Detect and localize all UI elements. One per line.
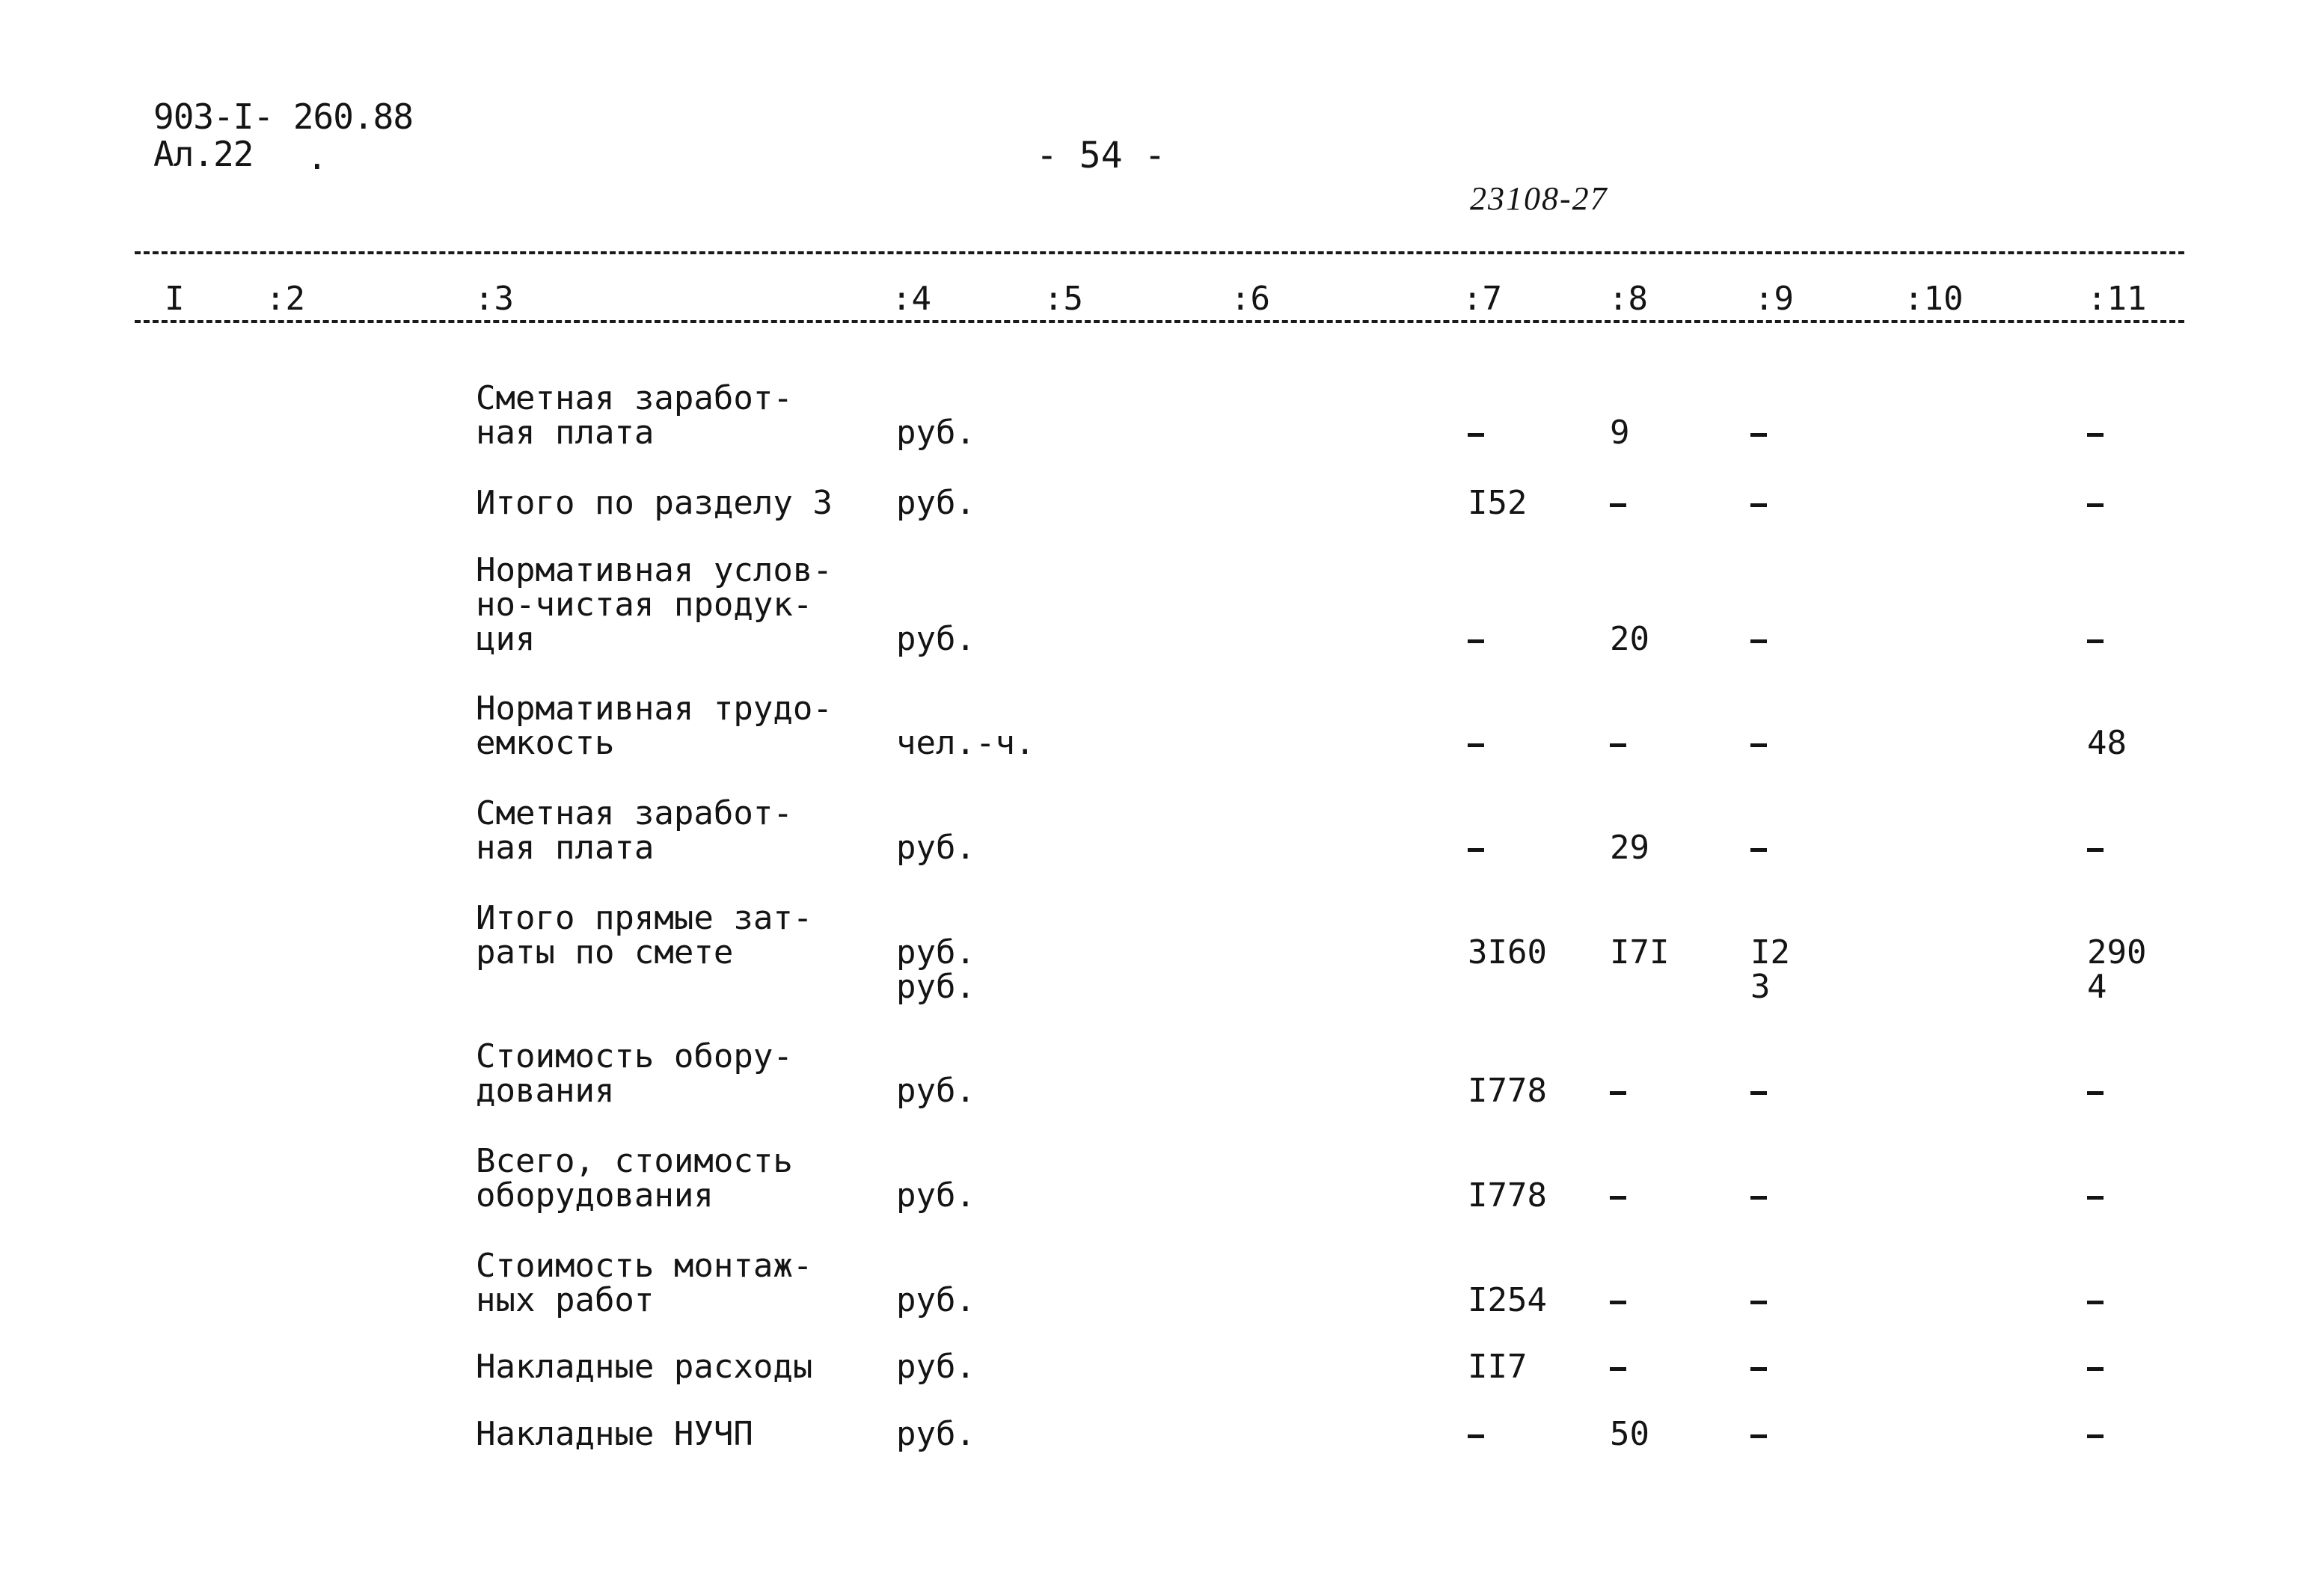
col-11-value [2087, 831, 2104, 865]
sheet-dot: . [307, 137, 327, 177]
row-unit-line: руб. [896, 968, 975, 1006]
col-9-number: :9 [1754, 280, 1794, 318]
col-7-value [1468, 1074, 1547, 1108]
col-7-value [1468, 726, 1484, 761]
dash-mark [1610, 503, 1626, 507]
col-8-value-line [1610, 726, 1626, 761]
col-11-value-line [2087, 622, 2104, 657]
row-unit-line: руб. [896, 620, 975, 658]
dash-mark [1750, 1434, 1767, 1438]
col-9-value [1750, 622, 1767, 657]
dash-mark [1610, 1091, 1626, 1095]
col-11-value [2087, 622, 2104, 657]
row-label-line: Нормативная услов- [476, 551, 833, 589]
col-8-value-line [1610, 486, 1626, 521]
col-1-number: I [165, 280, 185, 318]
row-label-line: Итого прямые зат- [476, 899, 813, 937]
col-11-value [2087, 726, 2127, 761]
col-8-value [1610, 1350, 1626, 1384]
col-9-value [1750, 1417, 1767, 1452]
row-label-line: ная плата [476, 829, 655, 867]
col-9-value-line [1750, 486, 1767, 521]
row-label [476, 381, 793, 450]
col-9-value-line [1750, 1417, 1767, 1452]
col-11-value-line [2087, 831, 2104, 865]
col-11-value-line: 4 [2087, 968, 2107, 1006]
col-8-value-line: I7I [1610, 933, 1670, 972]
col-9-value-line: 3 [1750, 968, 1771, 1006]
col-8-value-line [1610, 1179, 1626, 1213]
row-unit [896, 1283, 975, 1318]
col-7-value-line [1468, 416, 1484, 450]
col-11-value [2087, 1350, 2104, 1384]
row-unit-line: руб. [896, 1348, 975, 1386]
col-7-value-line [1468, 831, 1484, 865]
col-11-value-line [2087, 416, 2104, 450]
col-4-number: :4 [892, 280, 931, 318]
row-label-line: Всего, стоимость [476, 1142, 793, 1180]
col-9-value [1750, 416, 1767, 450]
row-label-line: ных работ [476, 1281, 655, 1319]
dash-mark [1610, 1367, 1626, 1371]
bottom-dashed-rule [135, 320, 2184, 323]
col-8-value [1610, 933, 1670, 972]
row-label-line: но-чистая продук- [476, 586, 813, 624]
row-unit [896, 1074, 975, 1108]
row-unit [896, 486, 975, 521]
row-unit-line: руб. [896, 829, 975, 867]
dash-mark [1750, 503, 1767, 507]
dash-mark [2087, 639, 2104, 643]
dash-mark [1750, 743, 1767, 747]
col-9-value-line [1750, 622, 1767, 657]
col-8-value-line [1610, 1350, 1626, 1384]
col-9-value-line [1750, 726, 1767, 761]
row-unit-line: чел.-ч. [896, 724, 1035, 762]
document-code: 903-I- 260.88 [153, 96, 414, 137]
col-11-value [2087, 486, 2104, 521]
col-11-value-line: 290 [2087, 933, 2147, 972]
row-label [476, 1144, 793, 1213]
col-8-value-line [1610, 1283, 1626, 1318]
col-8-value [1610, 1074, 1626, 1108]
dash-mark [1750, 639, 1767, 643]
col-11-value [2087, 1179, 2104, 1213]
col-9-value [1750, 726, 1767, 761]
row-unit [896, 831, 975, 865]
row-label-line: Сметная заработ- [476, 379, 793, 417]
row-label [476, 1037, 793, 1110]
col-7-value-line [1468, 726, 1484, 761]
col-9-value [1750, 486, 1767, 521]
sheet-number: Ал.22 [153, 134, 254, 174]
dash-mark [1468, 433, 1484, 437]
col-11-value-line [2087, 1074, 2104, 1108]
dash-mark [1750, 1301, 1767, 1304]
col-7-value [1468, 1283, 1547, 1318]
row-label-line: Накладные расходы [476, 1348, 813, 1386]
page-number: - 54 - [1036, 135, 1166, 177]
col-9-value [1750, 831, 1767, 865]
col-9-value-line [1750, 1074, 1767, 1108]
top-dashed-rule [135, 251, 2184, 254]
row-label [476, 692, 833, 761]
col-7-value [1468, 1350, 1527, 1384]
row-label-line: Сметная заработ- [476, 794, 793, 832]
col-8-value [1610, 486, 1626, 521]
row-label-line: ная плата [476, 414, 655, 452]
col-11-value [2087, 416, 2104, 450]
col-11-value-line [2087, 1179, 2104, 1213]
col-11-value-line [2087, 486, 2104, 521]
dash-mark [2087, 1196, 2104, 1200]
col-11-value-line [2087, 1350, 2104, 1384]
col-8-value [1610, 416, 1630, 450]
row-unit-line: руб. [896, 414, 975, 452]
row-label-line: ция [476, 620, 536, 658]
row-label-line: дования [476, 1072, 615, 1110]
row-unit-line: руб. [896, 933, 975, 972]
col-9-value-line [1750, 1350, 1767, 1384]
col-11-value-line [2087, 1283, 2104, 1318]
col-9-value [1750, 1283, 1767, 1318]
row-unit [896, 1417, 975, 1452]
dash-mark [1468, 743, 1484, 747]
row-unit-line: руб. [896, 1281, 975, 1319]
dash-mark [1610, 743, 1626, 747]
col-11-value [2087, 933, 2147, 1006]
dash-mark [1610, 1301, 1626, 1304]
row-unit-line: руб. [896, 1415, 975, 1453]
col-7-value-line: I778 [1468, 1176, 1547, 1215]
col-7-value-line: I254 [1468, 1281, 1547, 1319]
col-7-value-line: I52 [1468, 484, 1528, 522]
col-8-value-line: 9 [1610, 414, 1630, 452]
row-unit [896, 622, 975, 657]
row-label [476, 486, 833, 521]
col-9-value [1750, 1350, 1767, 1384]
col-8-number: :8 [1608, 280, 1648, 318]
col-9-value [1750, 933, 1790, 1006]
col-9-value-line [1750, 831, 1767, 865]
row-unit-line: руб. [896, 1176, 975, 1215]
col-8-value [1610, 1179, 1626, 1213]
row-label [476, 1350, 812, 1384]
col-10-number: :10 [1904, 280, 1964, 318]
col-9-value-line [1750, 1283, 1767, 1318]
col-8-value-line [1610, 1074, 1626, 1108]
col-11-number: :11 [2087, 280, 2147, 318]
col-7-value-line: 3I60 [1468, 933, 1547, 972]
col-7-value-line [1468, 622, 1484, 657]
row-label-line: Стоимость монтаж- [476, 1247, 813, 1285]
col-8-value [1610, 1417, 1649, 1452]
row-label [476, 553, 833, 657]
col-11-value [2087, 1074, 2104, 1108]
col-7-value [1468, 416, 1484, 450]
row-label-line: оборудования [476, 1176, 714, 1215]
dash-mark [1750, 1091, 1767, 1095]
col-9-value-line: I2 [1750, 933, 1790, 972]
col-8-value [1610, 1283, 1626, 1318]
dash-mark [2087, 1434, 2104, 1438]
row-label-line: раты по смете [476, 933, 734, 972]
col-7-value [1468, 831, 1484, 865]
row-label-line: Накладные НУЧП [476, 1415, 753, 1453]
row-label [476, 1417, 753, 1452]
archive-stamp: 23108-27 [1470, 180, 1608, 217]
dash-mark [1468, 639, 1484, 643]
col-8-value-line: 29 [1610, 829, 1649, 867]
dash-mark [1750, 848, 1767, 852]
dash-mark [2087, 503, 2104, 507]
dash-mark [1750, 1196, 1767, 1200]
col-7-value [1468, 486, 1527, 521]
col-9-value [1750, 1074, 1767, 1108]
dash-mark [1468, 1434, 1484, 1438]
col-9-value-line [1750, 1179, 1767, 1213]
col-8-value [1610, 622, 1649, 657]
col-9-value-line [1750, 416, 1767, 450]
col-7-value [1468, 622, 1484, 657]
col-7-value-line: I778 [1468, 1072, 1547, 1110]
col-11-value [2087, 1283, 2104, 1318]
dash-mark [2087, 848, 2104, 852]
col-7-value [1468, 1417, 1484, 1452]
row-unit [896, 933, 975, 1006]
col-7-value [1468, 933, 1547, 972]
row-label [476, 1249, 812, 1318]
row-label [476, 901, 812, 970]
row-unit-line: руб. [896, 484, 975, 522]
col-8-value-line: 50 [1610, 1415, 1649, 1453]
col-8-value [1610, 831, 1649, 865]
row-unit-line: руб. [896, 1072, 975, 1110]
col-6-number: :6 [1231, 280, 1270, 318]
col-7-value-line: II7 [1468, 1348, 1528, 1386]
row-label-line: Нормативная трудо- [476, 690, 833, 728]
dash-mark [2087, 433, 2104, 437]
col-11-value [2087, 1417, 2104, 1452]
row-label-line: Стоимость обору- [476, 1037, 793, 1075]
row-label-line: емкость [476, 724, 615, 762]
dash-mark [1750, 433, 1767, 437]
row-unit [896, 1350, 975, 1384]
dash-mark [2087, 1091, 2104, 1095]
col-9-value [1750, 1179, 1767, 1213]
col-5-number: :5 [1044, 280, 1083, 318]
col-11-value-line [2087, 1417, 2104, 1452]
dash-mark [1610, 1196, 1626, 1200]
col-7-value-line [1468, 1417, 1484, 1452]
col-3-number: :3 [474, 280, 514, 318]
row-unit [896, 726, 1035, 761]
row-unit [896, 416, 975, 450]
row-unit [896, 1176, 975, 1215]
col-7-number: :7 [1462, 280, 1502, 318]
dash-mark [1750, 1367, 1767, 1371]
col-8-value [1610, 726, 1626, 761]
dash-mark [1468, 848, 1484, 852]
col-11-value-line: 48 [2087, 724, 2127, 762]
col-2-number: :2 [266, 280, 305, 318]
dash-mark [2087, 1367, 2104, 1371]
dash-mark [2087, 1301, 2104, 1304]
col-8-value-line: 20 [1610, 620, 1649, 658]
col-7-value [1468, 1176, 1547, 1215]
row-label [476, 794, 793, 867]
row-label-line: Итого по разделу 3 [476, 484, 833, 522]
